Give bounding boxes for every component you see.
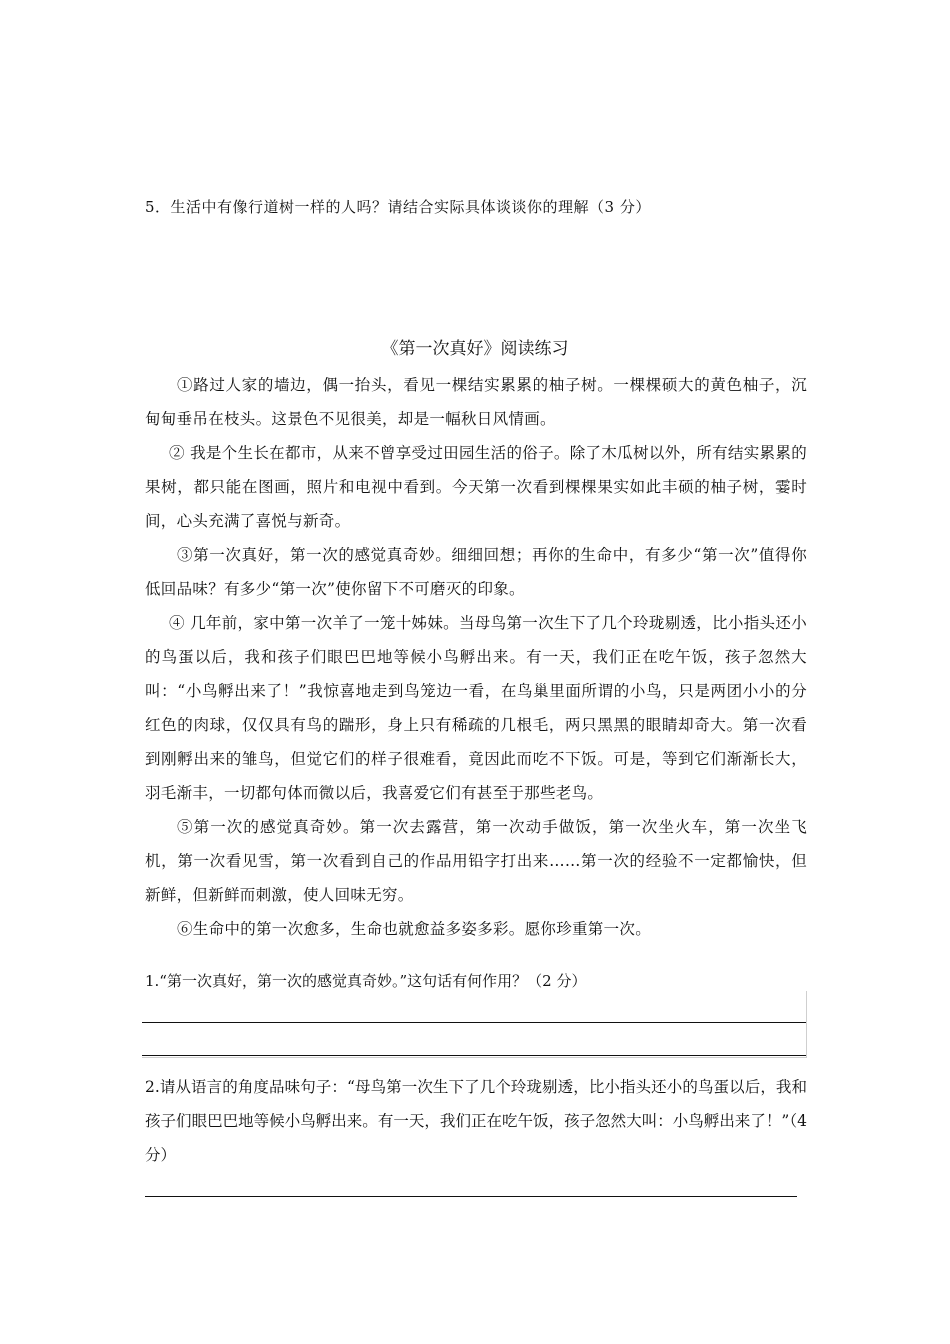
paragraph-1: ①路过人家的墙边，偶一抬头，看见一棵结实累累的柚子树。一棵棵硕大的黄色柚子，沉甸甸垂吊在枝头。这景色不见很美，却是一幅秋日风情画。 (145, 376, 807, 428)
paragraph-6: ⑥生命中的第一次愈多，生命也就愈益多姿多彩。愿你珍重第一次。 (177, 920, 652, 938)
question-2: 2.请从语言的角度品味句子：“母鸟第一次生下了几个玲珑剔透，比小指头还小的鸟蛋以后，我和孩子们眼巴巴地等候小鸟孵出来。有一天，我们正在吃午饭，孩子忽然大叫：小鸟孵出来了！”（4 分） (145, 1078, 807, 1164)
question-5: 5．生活中有像行道树一样的人吗？请结合实际具体谈谈你的理解（3 分） (145, 198, 651, 216)
paragraph-4: ④ 几年前，家中第一次羊了一笼十姊妹。当母鸟第一次生下了几个玲珑剔透，比小指头还小的鸟蛋以后，我和孩子们眼巴巴地等候小鸟孵出来。有一天，我们正在吃午饭，孩子忽然大叫：“小鸟孵出来了！”我惊喜地走到鸟笼边一看，在鸟巢里面所谓的小鸟，只是两团小小的分红色的肉球，仅仅具有鸟的踹形，身上只有稀疏的几根毛，两只黑黑的眼睛却奇大。第一次看到刚孵出来的雏鸟，但觉它们的样子很难看，竟因此而吃不下饭。可是，等到它们渐渐长大，羽毛渐丰，一切都句体而微以后，我喜爱它们有甚至于那些老鸟。 (145, 614, 807, 802)
answer-line (142, 1055, 806, 1056)
paragraph-2: ② 我是个生长在都市，从来不曾享受过田园生活的俗子。除了木瓜树以外，所有结实累累的果树，都只能在图画，照片和电视中看到。今天第一次看到棵棵果实如此丰硕的柚子树，霎时间，心头充满了喜悦与新奇。 (145, 444, 807, 530)
paragraph-5: ⑤第一次的感觉真奇妙。第一次去露营，第一次动手做饭，第一次坐火车，第一次坐飞机，第一次看见雪，第一次看到自己的作品用铅字打出来……第一次的经验不一定都愉快，但新鲜，但新鲜而刺激，使人回味无穷。 (145, 818, 807, 904)
reading-passage (145, 368, 807, 946)
question-1: 1.“第一次真好，第一次的感觉真奇妙。”这句话有何作用？（2 分） (145, 972, 587, 990)
paragraph-3: ③第一次真好，第一次的感觉真奇妙。细细回想；再你的生命中，有多少“第一次”值得你低回品味？有多少“第一次”使你留下不可磨灭的印象。 (145, 546, 807, 598)
passage-title: 《第一次真好》阅读练习 (381, 339, 569, 359)
answer-line (142, 1022, 806, 1023)
answer-area-question-1[interactable] (142, 991, 807, 1058)
answer-line-question-2[interactable] (145, 1196, 797, 1197)
